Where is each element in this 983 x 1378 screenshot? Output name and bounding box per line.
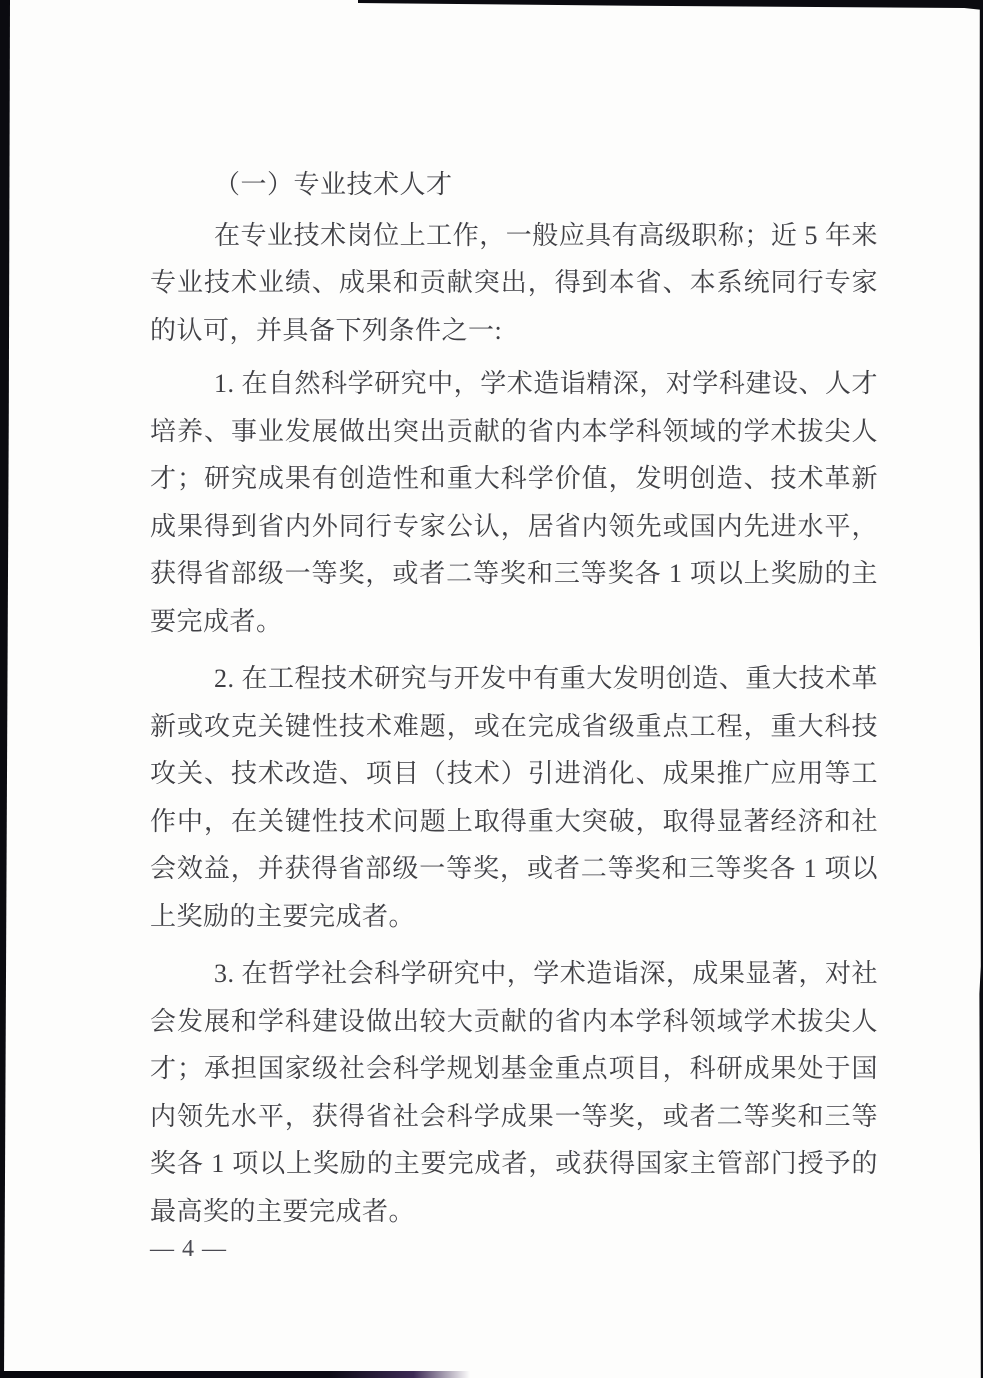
scan-edge-left: [0, 0, 10, 1378]
numbered-item-1: 1. 在自然科学研究中，学术造诣精深，对学科建设、人才培养、事业发展做出突出贡献的省内本学科领域的学术拔尖人才；研究成果有创造性和重大科学价值，发明创造、技术革新成果得到省内外同行专家公认，居省内领先或国内先进水平，获得省部级一等奖，或者二等奖和三等奖各 1 项以上奖励的主要完成者。: [150, 369, 878, 636]
scan-edge-bottom: [0, 1371, 470, 1378]
scan-edge-right: [979, 6, 983, 1378]
document-text-block: [150, 161, 878, 1245]
intro-paragraph: 在专业技术岗位上工作，一般应具有高级职称；近 5 年来专业技术业绩、成果和贡献突出，得到本省、本系统同行专家的认可，并具备下列条件之一:: [150, 220, 878, 345]
scan-edge-top: [358, 0, 983, 10]
section-heading: （一）专业技术人才: [214, 170, 453, 199]
numbered-item-2: 2. 在工程技术研究与开发中有重大发明创造、重大技术革新或攻克关键性技术难题，或在完成省级重点工程，重大科技攻关、技术改造、项目（技术）引进消化、成果推广应用等工作中，在关键性技术问题上取得重大突破，取得显著经济和社会效益，并获得省部级一等奖，或者二等奖和三等奖各 1 项以上奖励的主要完成者。: [150, 664, 878, 931]
page-number: — 4 —: [150, 1236, 227, 1262]
numbered-item-3: 3. 在哲学社会科学研究中，学术造诣深，成果显著，对社会发展和学科建设做出较大贡献的省内本学科领域学术拔尖人才；承担国家级社会科学规划基金重点项目，科研成果处于国内领先水平，获得省社会科学成果一等奖，或者二等奖和三等奖各 1 项以上奖励的主要完成者，或获得国家主管部门授予的最高奖的主要完成者。: [150, 959, 878, 1226]
